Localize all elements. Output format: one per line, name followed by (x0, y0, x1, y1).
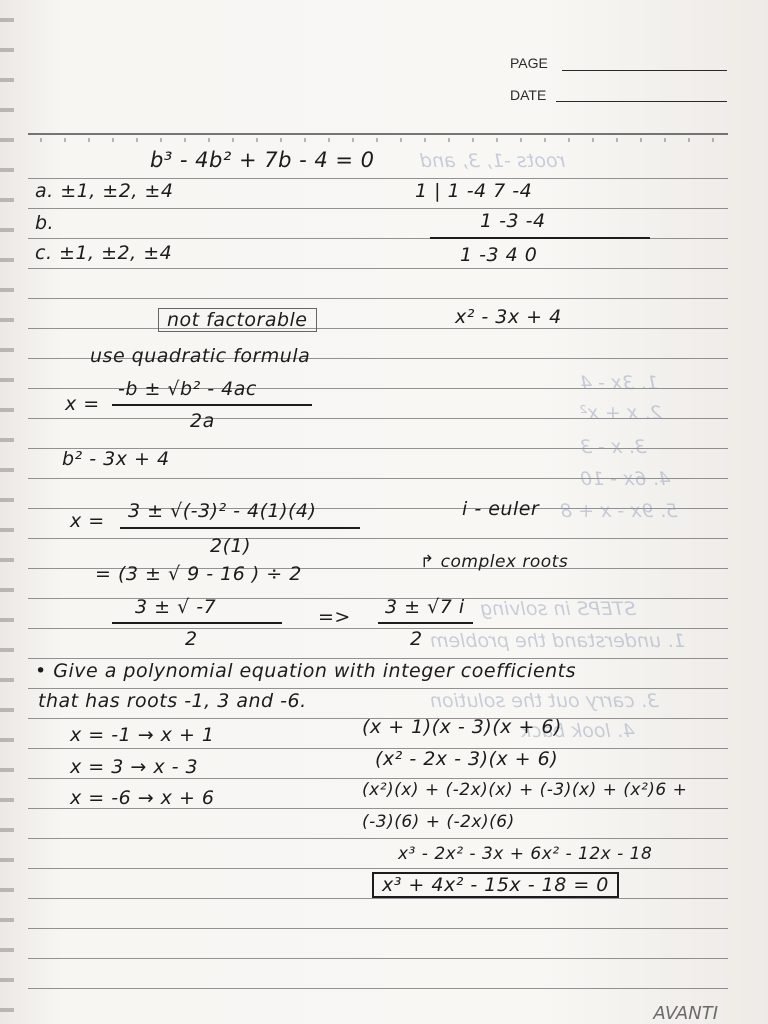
bleed-text: 5. 9x - x + 8 (560, 500, 678, 522)
date-label-line (556, 101, 727, 102)
rule (28, 838, 728, 839)
prompt-line-2: that has roots -1, 3 and -6. (38, 690, 307, 712)
rule (28, 688, 728, 689)
result-numerator: 3 ± √7 i (385, 596, 465, 618)
simplification-denominator: 2 (185, 628, 198, 650)
bleed-text: 3. carry out the solution (430, 690, 659, 712)
notebook-brand-logo: AVANTI (653, 1003, 718, 1024)
rule (28, 778, 728, 779)
rule (28, 268, 728, 269)
bleed-text: 4. look back (520, 720, 635, 742)
rule (28, 538, 728, 539)
rule (28, 298, 728, 299)
rule (28, 958, 728, 959)
rule (28, 928, 728, 929)
rule (28, 898, 728, 899)
prompt-line-1: • Give a polynomial equation with integer coefficients (35, 660, 577, 682)
i-euler-note: i - euler (462, 498, 540, 520)
option-c: c. ±1, ±2, ±4 (35, 242, 173, 264)
product-step-2: (x² - 2x - 3)(x + 6) (375, 748, 559, 770)
cubic-equation: b³ - 4b² + 7b - 4 = 0 (150, 148, 375, 172)
rule (28, 988, 728, 989)
final-answer: x³ + 4x² - 15x - 18 = 0 (372, 872, 619, 898)
substitution-bar (120, 527, 360, 529)
bleed-text: 1. understand the problem (430, 630, 686, 652)
bleed-text: 2. x + x² (580, 402, 663, 424)
root-factor-1: x = -1 → x + 1 (70, 724, 215, 746)
result-bar (378, 622, 473, 624)
simplification-bar (112, 622, 282, 624)
rule (28, 178, 728, 179)
substitution-numerator: 3 ± √(-3)² - 4(1)(4) (128, 500, 317, 522)
bleed-text: 4. 6x - 10 (580, 468, 671, 490)
result-denominator: 2 (410, 628, 423, 650)
page-label-line (562, 70, 727, 71)
synthetic-division-row-2: 1 -3 -4 (480, 210, 546, 232)
bleed-text: 3. x - 3 (580, 436, 647, 458)
quadratic-factor: x² - 3x + 4 (455, 306, 562, 328)
spiral-binding (0, 0, 14, 1024)
quadratic-formula-note: use quadratic formula (90, 345, 311, 367)
quadratic-expression: b² - 3x + 4 (62, 448, 170, 470)
rule (28, 628, 728, 629)
root-factor-2: x = 3 → x - 3 (70, 756, 199, 778)
product-step-1: (x + 1)(x - 3)(x + 6) (362, 716, 562, 738)
bleed-text: 1. 3x - 4 (580, 372, 659, 394)
rule (28, 658, 728, 659)
root-factor-3: x = -6 → x + 6 (70, 787, 215, 809)
option-b: b. (35, 212, 55, 234)
synthetic-division-bar (430, 237, 650, 239)
rule (28, 868, 728, 869)
bleed-text: STEPS in solving (480, 598, 637, 620)
date-label: DATE (510, 87, 547, 103)
synthetic-division-row-3: 1 -3 4 0 (460, 244, 538, 266)
option-a: a. ±1, ±2, ±4 (35, 180, 174, 202)
simplification-step-1: = (3 ± √ 9 - 16 ) ÷ 2 (95, 563, 302, 585)
substitution-denominator: 2(1) (210, 535, 252, 557)
substitution-x: x = (70, 510, 105, 532)
quadratic-formula-bar (112, 404, 312, 406)
top-rule (28, 133, 728, 135)
rule (28, 208, 728, 209)
simplification-numerator: 3 ± √ -7 (135, 596, 217, 618)
not-factorable-note: not factorable (158, 308, 317, 332)
synthetic-division-row-1: 1 | 1 -4 7 -4 (415, 180, 533, 202)
page-label: PAGE (510, 55, 548, 71)
product-step-3: (x²)(x) + (-2x)(x) + (-3)(x) + (x²)6 + (362, 780, 688, 800)
quadratic-formula-x: x = (65, 393, 100, 415)
product-step-4: (-3)(6) + (-2x)(6) (362, 812, 515, 832)
implies-arrow: => (318, 606, 351, 628)
product-step-5: x³ - 2x² - 3x + 6x² - 12x - 18 (398, 844, 653, 864)
bleed-text: roots -1, 3, and (420, 150, 566, 172)
complex-roots-note: ↱ complex roots (420, 552, 569, 572)
dot-row (40, 138, 728, 142)
quadratic-formula-numerator: -b ± √b² - 4ac (118, 378, 257, 400)
rule (28, 328, 728, 329)
quadratic-formula-denominator: 2a (190, 410, 215, 432)
